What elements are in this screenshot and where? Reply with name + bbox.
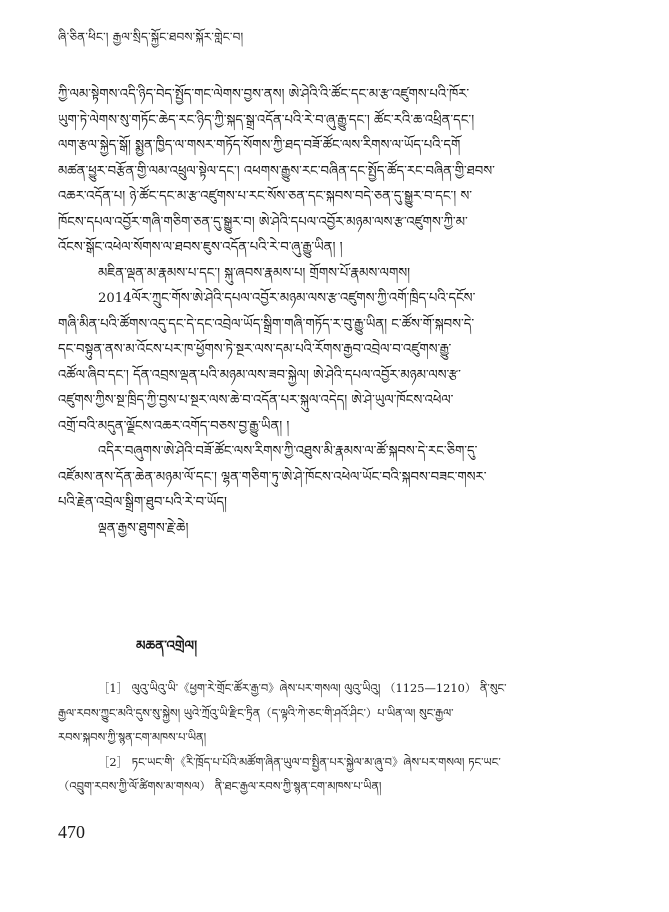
page-number: 470 — [58, 822, 85, 842]
paragraph-1-line: ཀྱི་ལམ་སྟེགས་འདི་ཉིད་བེད་སྤྱོད་གང་ལེགས་བྱས་ནས། ཨེ་ཤེའི་འི་ཚོང་དང་མ་རྩ་འཛུགས་པའི་ཁོར་ — [58, 87, 470, 102]
notes-title: མཆན་འགྲེལ། — [136, 638, 198, 654]
paragraph-1-line: འཆར་འདོན་པ། ཉེ་ཚོང་དང་མ་རྩ་འཛུགས་པ་རང་སོས་ཅན་དང་སྐབས་བདེ་ཅན་དུ་སྒྱུར་བ་དང་། ས་ — [58, 189, 473, 204]
note-2-line: ［2］ ཏང་ཡང་གི་《རི་ཁྲོད་པ་པོའི་མཚོག་ཞིན་ཡུལ་བ་སྤྱིན་པར་སྐྱེལ་མ་ཞུ་བ》ཞེས་པར་གསལ། ཏང་ཡང་ — [98, 754, 501, 769]
closing-line: ལྡན་རྒྱས་ཐུགས་རྗེ་ཆེ། — [98, 520, 189, 536]
paragraph-3-line: འདིར་བཞུགས་ཨེ་ཤེའི་བཟོ་ཚོང་ལས་རིགས་ཀྱི་འཐུས་མི་རྣམས་ལ་ཚོ་སྐབས་དེ་རང་ཅིག་དུ་ — [98, 444, 478, 459]
paragraph-2-line: དང་བསྟུན་ནས་མ་འོངས་པར་ཁ་ཕྱོགས་ཏེ་སྔར་ལས་དམ་པའི་རོགས་རྒྱབ་འབྲེལ་བ་འཛུགས་རྒྱུ་ — [58, 342, 452, 357]
paragraph-1-line: འོངས་སྒོང་འཕེལ་སོགས་ལ་ཐབས་ཇུས་འདོན་པའི་རེ་བ་ཞུ་རྒྱུ་ཡིན། ། — [58, 240, 343, 255]
paragraph-2-line: གཞི་མིན་པའི་ཚོགས་འདུ་དང་དེ་དང་འབྲེལ་ཡོད་སྒྲིག་གཞི་གཏོད་ར་བུ་རྒྱུ་ཡིན། ང་ཚོས་གོ་སྐབས་དེ་ — [58, 316, 475, 332]
paragraph-1-line: ཡུག་ཏེ་ལེགས་སུ་གཏོང་ཆེད་རང་ཉིད་ཀྱི་སྐད་སྒྲ་འདོན་པའི་རེ་བ་ཞུ་རྒྱུ་དང་། ཚོང་རའི་ཆ་འཕྲིན་དང་། — [58, 112, 475, 128]
address-line: མཇིན་ལྡན་མ་རྣམས་པ་དང་། སྐུ་ཞབས་རྣམས་པ། གྲོགས་པོ་རྣམས་ལགས། — [98, 265, 411, 281]
paragraph-2-line: 2014ལོར་ཀྲུང་གོས་ཨེ་ཤེའི་དཔལ་འབྱོར་མཉམ་ལས་རྩ་འཛུགས་ཀྱི་འགོ་ཁྲིད་པའི་དངོས་ — [98, 291, 476, 306]
note-1-line: རབས་སྐབས་ཀྱི་སྙན་ངག་མཁས་པ་ཡིན། — [58, 730, 207, 744]
paragraph-2-line: འགྲོ་བའི་མདུན་ལྗོངས་འཆར་འགོད་བཅས་བྱ་རྒྱུ་ཡིན། ། — [58, 418, 290, 434]
paragraph-1-line: ཁོངས་དཔལ་འབྱོར་གཞི་གཅིག་ཅན་དུ་སྒྱུར་བ། ཨེ་ཤེའི་དཔལ་འབྱོར་མཉམ་ལས་རྩ་འཛུགས་ཀྱི་མ་ — [58, 214, 468, 230]
note-1-line: རྒྱལ་རབས་ཀྱུང་མའི་དུས་སུ་སྐྱེས། ཡུའེ་ཀྲོའུ་ཡི་རྫིང་ཏྲིན（ད་ལྟའི་ཀེ་ཅང་གི་ཤའོ་ཤིང་）པ་ཡིན་ལ། སུང་རྒྱལ་ — [58, 705, 454, 720]
note-2-line: （འབྲུག་རབས་ཀྱི་ལོ་ཚིགས་མ་གསལ） ནི་ཐང་རྒྱལ་རབས་ཀྱི་སྙན་ངག་མཁས་པ་ཡིན། — [58, 779, 382, 793]
running-header: ཞི་ཅིན་ཕིང་། རྒྱལ་སྲིད་སྐྱོང་ཐབས་སྐོར་གླེང་བ། — [58, 30, 244, 44]
paragraph-1-line: ལག་རྩལ་སྐྱེད་སྒོ། སྨྱན་ཁྱིད་ལ་གསར་གཏོད་སོགས་ཀྱི་ཐད་བཟོ་ཚོང་ལས་རིགས་ལ་ཡོད་པའི་དགོ — [58, 138, 461, 153]
body-text — [58, 82, 610, 541]
paragraph-1-line: མཚན་ཕྱུར་བརྩོན་གྱི་ལམ་འཕྲུལ་སྟེལ་དང་། འཕགས་རྒྱུས་རང་བཞིན་དང་སྤྱོད་ཚོད་རང་བཞིན་གྱི་ཐབས་ — [58, 163, 495, 179]
paragraph-3-line: པའི་རྗེན་འབྲེལ་སྒྲིག་ཐུབ་པའི་རེ་བ་ཡོད། — [58, 495, 227, 510]
note-1-line: ［1］ ལུའུ་ཡིའུ་ཡི་《ཕྱག་རེ་གྲོང་ཚོར་རྒྱ་བ》ཞེས་པར་གསལ། ལུའུ་ཡིའུ། （1125—1210） ནི་སུང་ — [98, 681, 507, 695]
paragraph-3-line: འཛོམས་ནས་དོན་ཆེན་མཉམ་ལོ་དང་། ལྷན་གཅིག་ཏུ་ཨེ་ཤེ་ཁོངས་འཕེལ་ཡོང་བའི་སྐབས་བཟང་གསར་ — [58, 469, 487, 485]
notes-section — [58, 676, 610, 799]
paragraph-2-line: འཚོལ་ཞིབ་དང་། དོན་འབྲས་ལྡན་པའི་མཉམ་ལས་ཟབ་སྐྱེལ། ཨེ་ཤེའི་དཔལ་འབྱོར་མཉམ་ལས་རྩ་ — [58, 367, 461, 383]
paragraph-2-line: འཛུགས་ཀྱིས་སྔ་ཁྲིད་ཀྱི་བྱས་པ་སྔར་ལས་ཆེ་བ་འདོན་པར་སྐུལ་འདེད། ཨེ་ཤེ་ཡུལ་ཁོངས་འཕེལ་ — [58, 393, 454, 408]
